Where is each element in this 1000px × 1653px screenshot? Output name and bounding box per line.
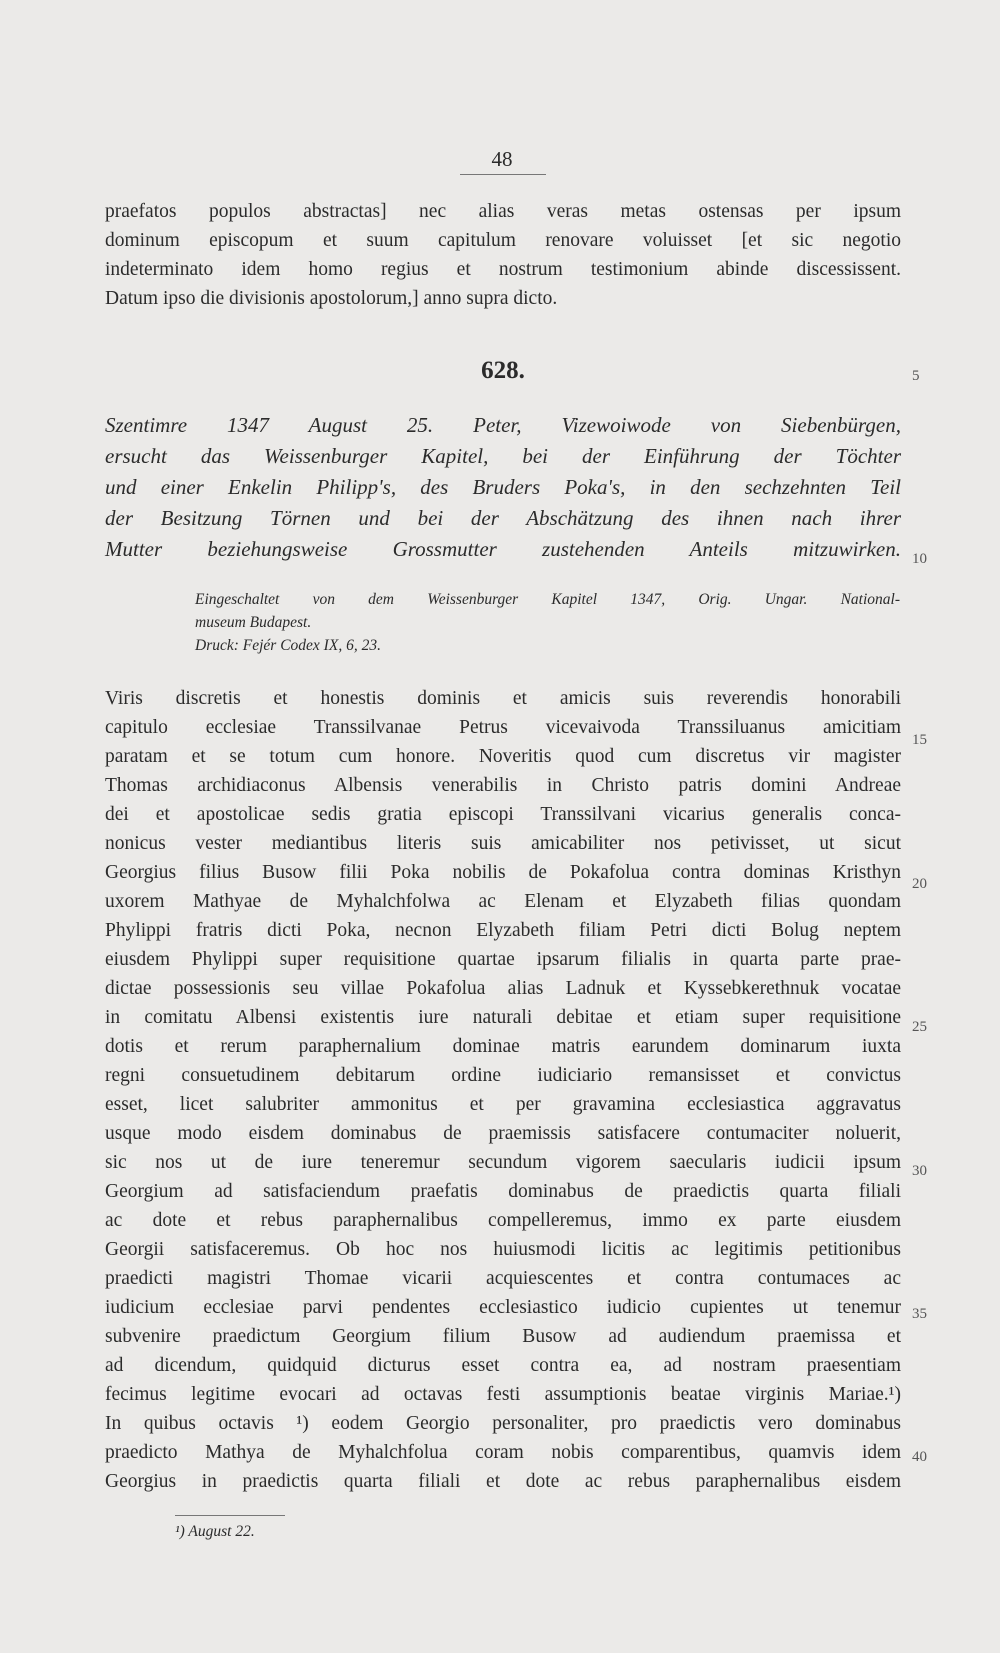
text-line: uxorem Mathyae de Myhalchfolwa ac Elenam et Elyzabeth filias quondam	[105, 891, 901, 912]
text-line: In quibus octavis ¹) eodem Georgio personaliter, pro praedictis vero dominabus	[105, 1413, 901, 1434]
text-line: iudicium ecclesiae parvi pendentes ecclesiastico iudicio cupientes ut tenemur	[105, 1297, 901, 1318]
text-line: dotis et rerum paraphernalium dominae matris earundem dominarum iuxta	[105, 1036, 901, 1057]
line-number: 10	[912, 551, 927, 567]
text-line: capitulo ecclesiae Transsilvanae Petrus vicevaivoda Transsiluanus amicitiam	[105, 717, 901, 738]
text-line: praedicti magistri Thomae vicarii acquiescentes et contra contumaces ac	[105, 1268, 901, 1289]
line-number: 30	[912, 1163, 927, 1179]
text-line: nonicus vester mediantibus literis suis amicabiliter nos petivisset, ut sicut	[105, 833, 901, 854]
text-line: Georgius in praedictis quarta filiali et dote ac rebus paraphernalibus eisdem	[105, 1471, 901, 1492]
text-line: und einer Enkelin Philipp's, des Bruders Poka's, in den sechzehnten Teil	[105, 475, 901, 499]
text-line: ac dote et rebus paraphernalibus compelleremus, immo ex parte eiusdem	[105, 1210, 901, 1231]
text-line: Phylippi fratris dicti Poka, necnon Elyzabeth filiam Petri dicti Bolug neptem	[105, 920, 901, 941]
line-number: 15	[912, 732, 927, 748]
text-line: dominum episcopum et suum capitulum renovare voluisset [et sic negotio	[105, 230, 901, 251]
source-notes	[195, 588, 900, 657]
text-line: Mutter beziehungsweise Grossmutter zustehenden Anteils mitzuwirken.	[105, 537, 901, 561]
text-line: Eingeschaltet von dem Weissenburger Kapitel 1347, Orig. Ungar. National-	[195, 591, 900, 608]
text-line: ersucht das Weissenburger Kapitel, bei der Einführung der Töchter	[105, 444, 901, 468]
text-line: esset, licet salubriter ammonitus et per gravamina ecclesiastica aggravatus	[105, 1094, 901, 1115]
text-line: dictae possessionis seu villae Pokafolua alias Ladnuk et Kyssebkerethnuk vocatae	[105, 978, 901, 999]
text-line: Georgii satisfaceremus. Ob hoc nos huiusmodi licitis ac legitimis petitionibus	[105, 1239, 901, 1260]
document-number: 628.	[481, 357, 525, 384]
regest-paragraph	[105, 410, 901, 565]
text-line: regni consuetudinem debitarum ordine iudiciario remansisset et convictus	[105, 1065, 901, 1086]
text-line: Druck: Fejér Codex IX, 6, 23.	[195, 637, 381, 654]
text-line: sic nos ut de iure teneremur secundum vigorem saecularis iudicii ipsum	[105, 1152, 901, 1173]
line-number: 5	[912, 368, 920, 384]
charter-text	[105, 684, 901, 1496]
text-line: subvenire praedictum Georgium filium Busow ad audiendum praemissa et	[105, 1326, 901, 1347]
text-line: paratam et se totum cum honore. Noveritis quod cum discretus vir magister	[105, 746, 901, 767]
line-number: 20	[912, 876, 927, 892]
page-number-rule	[460, 174, 546, 175]
text-line: praefatos populos abstractas] nec alias veras metas ostensas per ipsum	[105, 201, 901, 222]
text-line: Georgium ad satisfaciendum praefatis dominabus de praedictis quarta filiali	[105, 1181, 901, 1202]
text-line: praedicto Mathya de Myhalchfolua coram nobis comparentibus, quamvis idem	[105, 1442, 901, 1463]
line-number: 25	[912, 1019, 927, 1035]
text-line: in comitatu Albensi existentis iure naturali debitae et etiam super requisitione	[105, 1007, 901, 1028]
text-line: dei et apostolicae sedis gratia episcopi Transsilvani vicarius generalis conca-	[105, 804, 901, 825]
text-line: Georgius filius Busow filii Poka nobilis de Pokafolua contra dominas Kristhyn	[105, 862, 901, 883]
text-line: indeterminato idem homo regius et nostrum testimonium abinde discessissent.	[105, 259, 901, 280]
text-line: Datum ipso die divisionis apostolorum,] anno supra dicto.	[105, 288, 558, 309]
text-line: museum Budapest.	[195, 614, 312, 631]
intro-paragraph	[105, 197, 901, 313]
footnote	[175, 1521, 255, 1543]
text-line: der Besitzung Törnen und bei der Abschätzung des ihnen nach ihrer	[105, 506, 901, 530]
footnote-rule	[175, 1515, 285, 1516]
text-line: usque modo eisdem dominabus de praemissis satisfacere contumaciter noluerit,	[105, 1123, 901, 1144]
text-line: Viris discretis et honestis dominis et amicis suis reverendis honorabili	[105, 688, 901, 709]
text-line: eiusdem Phylippi super requisitione quartae ipsarum filialis in quarta parte prae-	[105, 949, 901, 970]
text-line: Thomas archidiaconus Albensis venerabilis in Christo patris domini Andreae	[105, 775, 901, 796]
footnote-text: ¹) August 22.	[175, 1523, 255, 1540]
line-number: 40	[912, 1449, 927, 1465]
text-line: ad dicendum, quidquid dicturus esset contra ea, ad nostram praesentiam	[105, 1355, 901, 1376]
text-line: fecimus legitime evocari ad octavas festi assumptionis beatae virginis Mariae.¹)	[105, 1384, 901, 1405]
line-number: 35	[912, 1306, 927, 1322]
page-number: 48	[491, 147, 513, 171]
text-line: Szentimre 1347 August 25. Peter, Vizewoiwode von Siebenbürgen,	[105, 413, 901, 437]
